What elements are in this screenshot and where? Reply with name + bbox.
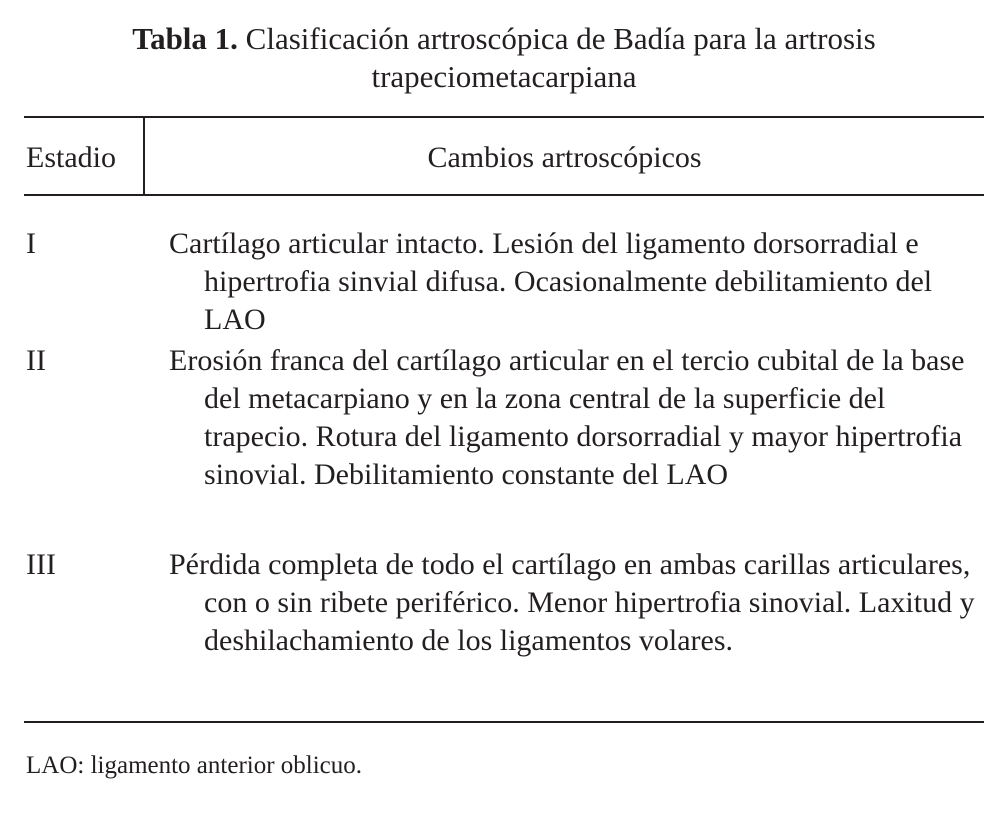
table-caption-label: Tabla 1. (132, 21, 238, 56)
stage-cell: III (26, 548, 56, 581)
table-caption-text: Clasificación artroscópica de Badía para la artrosis trapeciometacarpiana (245, 21, 876, 94)
changes-cell: Cartílago articular intacto. Lesión del ligamento dorsorradial e hipertrofia sinvial difusa. Ocasionalmente debilitamiento del LAO (169, 227, 933, 336)
stage-cell: I (26, 227, 36, 260)
column-header-changes: Cambios artroscópicos (427, 141, 702, 174)
table-caption (0, 20, 1008, 96)
header-bottom-rule (24, 194, 984, 196)
table-bottom-rule (24, 721, 984, 723)
stage-cell: II (26, 344, 46, 377)
table-top-rule (24, 116, 984, 118)
column-header-stage: Estadio (26, 141, 116, 174)
changes-cell: Pérdida completa de todo el cartílago en ambas carillas articulares, con o sin ribete periférico. Menor hipertrofia sinovial. Laxitud y deshilachamiento de los ligamentos volares. (169, 548, 975, 657)
table-footnote: LAO: ligamento anterior oblicuo. (26, 752, 363, 779)
changes-cell: Erosión franca del cartílago articular en el tercio cubital de la base del metacarpiano y en la zona central de la superficie del trapecio. Rotura del ligamento dorsorradial y mayor hipertrofia sinovial. Debilitamiento constante del LAO (169, 344, 965, 491)
